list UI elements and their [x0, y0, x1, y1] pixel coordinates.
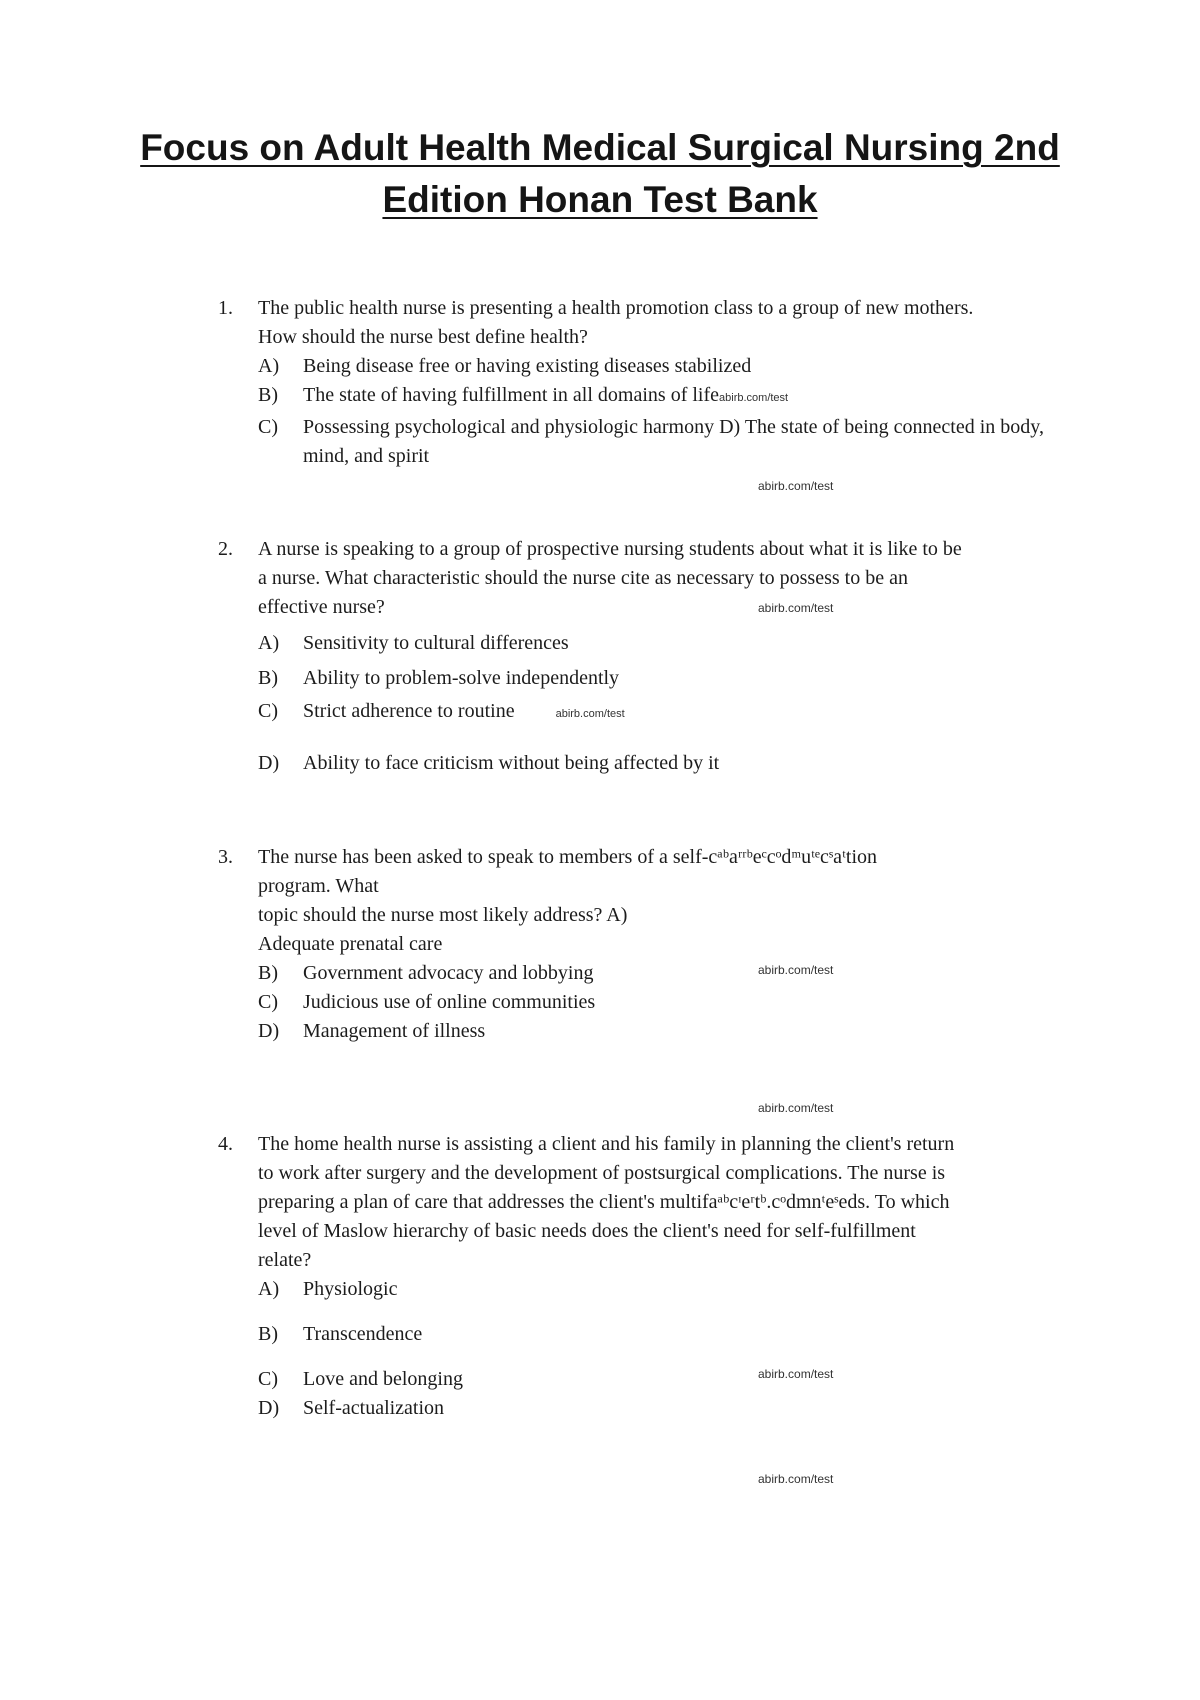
answer-option: D) Management of illness: [258, 1020, 486, 1042]
answer-option: A) Sensitivity to cultural differences: [258, 632, 569, 654]
watermark: abirb.com/test: [758, 1101, 834, 1115]
answer-option: A) Physiologic: [258, 1278, 398, 1300]
watermark: abirb.com/test: [758, 1472, 834, 1486]
answer-option: A) Being disease free or having existing diseases stabilized: [258, 355, 752, 377]
answer-option: B) Ability to problem-solve independently: [258, 667, 620, 689]
question-stem: The home health nurse is assisting a client and his family in planning the client's return to work after surgery and the development of postsurgical complications. The nurse is preparing a plan of care that addresses the client's multifaᵃᵇcᶦeʳtᵇ.cᵒdmnᵗeˢeds. To which level of Maslow hierarchy of basic needs does the client's need for self-fulfillment relate?: [258, 1133, 955, 1271]
title-line-2: Edition Honan Test Bank: [382, 179, 818, 220]
question-stem: The nurse has been asked to speak to members of a self-cᵃᵇaʳʳᵇeᶜcᵒdᵐuᵗᵉcˢaᵗtion program. What topic should the nurse most likely address? A) Adequate prenatal care: [258, 846, 878, 955]
answer-option: C) Possessing psychological and physiologic harmony D) The state of being connected in body, mind, and spirit: [258, 416, 1044, 467]
watermark: abirb.com/test: [758, 479, 834, 493]
watermark-inline: abirb.com/test: [555, 708, 625, 720]
answer-option: C) Judicious use of online communities: [258, 991, 596, 1013]
answer-option: B) Government advocacy and lobbying: [258, 962, 594, 984]
answer-option: B) The state of having fulfillment in all domains of lifeabirb.com/test: [258, 384, 789, 406]
question-3: [218, 843, 1078, 1046]
question-number: 3.: [218, 846, 233, 868]
watermark-inline: abirb.com/test: [719, 392, 789, 404]
answer-option: D) Self-actualization: [258, 1397, 445, 1419]
document-title: [0, 122, 1200, 226]
answer-option: D) Ability to face criticism without being affected by it: [258, 752, 720, 774]
question-1: [218, 294, 1078, 471]
question-number: 4.: [218, 1133, 233, 1155]
question-stem: A nurse is speaking to a group of prospective nursing students about what it is like to be a nurse. What characteristic should the nurse cite as necessary to possess to be an effective nurse?: [258, 538, 962, 618]
watermark: abirb.com/test: [758, 1367, 834, 1381]
answer-option: C) Love and belonging: [258, 1368, 463, 1390]
question-stem: The public health nurse is presenting a health promotion class to a group of new mothers. How should the nurse best define health?: [258, 297, 974, 348]
title-line-1: Focus on Adult Health Medical Surgical Nursing 2nd: [140, 127, 1060, 168]
answer-option: C) Strict adherence to routine abirb.com/test: [258, 700, 625, 722]
question-number: 1.: [218, 297, 233, 319]
watermark: abirb.com/test: [758, 963, 834, 977]
question-number: 2.: [218, 538, 233, 560]
question-2: [218, 535, 1078, 778]
watermark: abirb.com/test: [758, 601, 834, 615]
answer-option: B) Transcendence: [258, 1323, 423, 1345]
question-4: [218, 1130, 1078, 1423]
